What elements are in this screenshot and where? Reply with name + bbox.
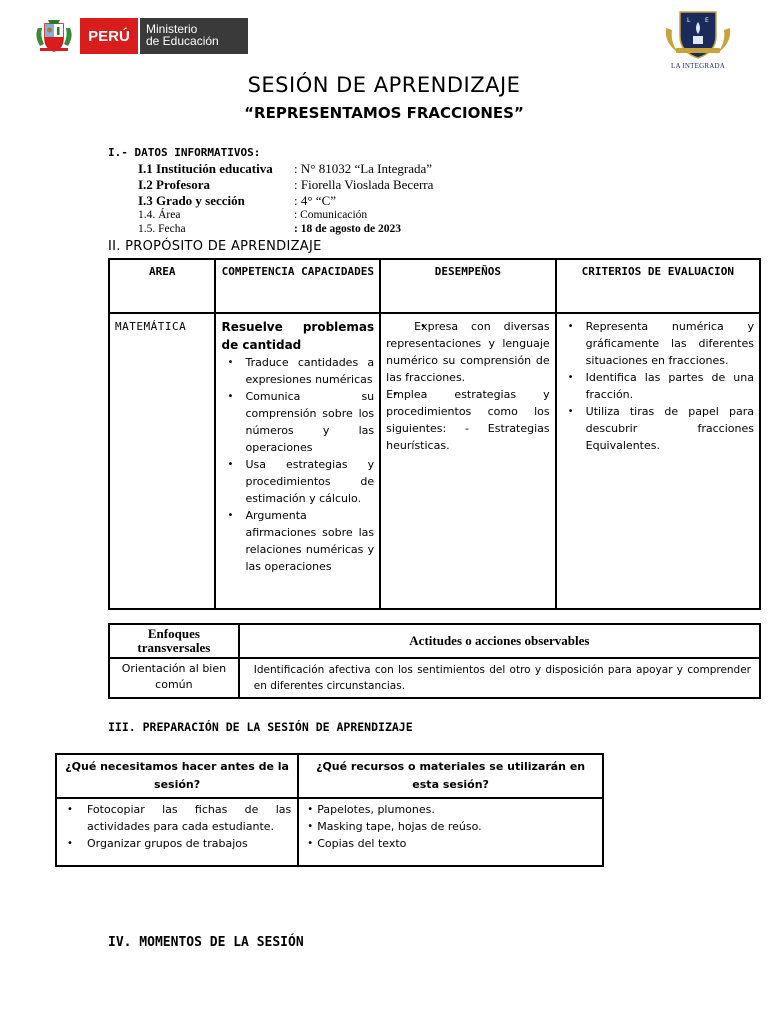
info-label: I.3 Grado y sección <box>138 193 245 208</box>
list-item: • Papelotes, plumones. <box>305 801 596 818</box>
minedu-logo <box>80 18 248 54</box>
info-row-grado <box>138 193 336 209</box>
info-value: : Fiorella Vioslada Becerra <box>294 177 434 192</box>
criterios-cell <box>556 313 760 609</box>
crest-letter-l: L <box>687 17 691 24</box>
school-logo-caption: LA INTEGRADA <box>671 62 725 70</box>
actitud-cell: Identificación afectiva con los sentimientos del otro y disposición para apoyar y comprender en diferentes circunstancias. <box>239 658 760 698</box>
info-row-institucion <box>138 161 432 177</box>
info-row-area <box>138 209 367 221</box>
header-recursos: ¿Qué recursos o materiales se utilizarán en esta sesión? <box>298 754 603 798</box>
list-item: • Fotocopiar las fichas de las actividades para cada estudiante. <box>63 801 291 835</box>
preparacion-table <box>55 753 604 867</box>
section3-heading: III. PREPARACIÓN DE LA SESIÓN DE APRENDIZAJE <box>108 720 413 734</box>
peru-coat-of-arms-icon <box>34 18 74 54</box>
info-row-profesora <box>138 177 433 193</box>
header-area: AREA <box>109 259 215 313</box>
antes-cell <box>56 798 298 866</box>
peru-label: PERÚ <box>80 18 140 54</box>
recursos-cell <box>298 798 603 866</box>
list-item: • Emplea estrategias y procedimientos como los siguientes: - Estrategias heurísticas. <box>386 386 550 454</box>
info-value: : 18 de agosto de 2023 <box>294 223 402 235</box>
enfoques-table <box>108 623 761 699</box>
document-subtitle: “REPRESENTAMOS FRACCIONES” <box>244 104 524 122</box>
ministry-line2: de Educación <box>146 34 219 48</box>
document-header <box>0 0 768 70</box>
list-item: • Organizar grupos de trabajos <box>63 835 291 852</box>
info-value: : Comunicación <box>294 209 368 221</box>
list-item: • Representa numérica y gráficamente las diferentes situaciones en fracciones. <box>562 318 754 369</box>
list-item: • Masking tape, hojas de reúso. <box>305 818 596 835</box>
info-value: : N° 81032 “La Integrada” <box>294 161 433 176</box>
list-item: • Comunica su comprensión sobre los números y las operaciones <box>221 388 374 456</box>
header-competencia: COMPETENCIA CAPACIDADES <box>215 259 380 313</box>
ministry-label <box>140 18 248 54</box>
document-title: SESIÓN DE APRENDIZAJE <box>247 73 521 97</box>
capacidades-list <box>221 354 374 575</box>
info-label: 1.4. Área <box>138 209 181 221</box>
recursos-list <box>305 801 596 852</box>
list-item: • Traduce cantidades a expresiones numéricas <box>221 354 374 388</box>
header-antes: ¿Qué necesitamos hacer antes de la sesión? <box>56 754 298 798</box>
ministry-line1: Ministerio <box>146 22 198 36</box>
school-crest-icon <box>660 8 736 60</box>
header-criterios: CRITERIOS DE EVALUACION <box>556 259 760 313</box>
list-item: • Usa estrategias y procedimientos de estimación y cálculo. <box>221 456 374 507</box>
school-logo <box>660 8 736 70</box>
info-label: 1.5. Fecha <box>138 223 186 235</box>
section1-heading: I.- DATOS INFORMATIVOS: <box>108 146 261 159</box>
header-desempenos: DESEMPEÑOS <box>380 259 556 313</box>
crest-letter-e: E <box>705 17 709 24</box>
info-value: : 4° “C” <box>294 193 337 208</box>
list-item: • Copias del texto <box>305 835 596 852</box>
competencia-cell <box>215 313 380 609</box>
info-label: I.2 Profesora <box>138 177 210 192</box>
criterios-list <box>562 318 754 454</box>
header-actitudes: Actitudes o acciones observables <box>239 624 760 658</box>
info-label: I.1 Institución educativa <box>138 161 273 176</box>
list-item: • Identifica las partes de una fracción. <box>562 369 754 403</box>
desempenos-list <box>386 318 550 454</box>
info-row-fecha <box>138 223 401 235</box>
header-enfoques: Enfoques transversales <box>109 624 239 658</box>
section4-heading: IV. MOMENTOS DE LA SESIÓN <box>108 935 304 950</box>
list-item: • Expresa con diversas representaciones y lenguaje numérico su comprensión de las fracciones. <box>386 318 550 386</box>
proposito-table <box>108 258 761 610</box>
section2-heading: II. PROPÓSITO DE APRENDIZAJE <box>108 239 322 254</box>
desempenos-cell <box>380 313 556 609</box>
competencia-title: Resuelve problemas de cantidad <box>221 320 375 352</box>
list-item: • Argumenta afirmaciones sobre las relaciones numéricas y las operaciones <box>221 507 374 575</box>
enfoque-cell: Orientación al bien común <box>109 658 239 698</box>
antes-list <box>63 801 291 852</box>
list-item: • Utiliza tiras de papel para descubrir fracciones Equivalentes. <box>562 403 754 454</box>
area-cell: MATEMÁTICA <box>109 313 215 609</box>
